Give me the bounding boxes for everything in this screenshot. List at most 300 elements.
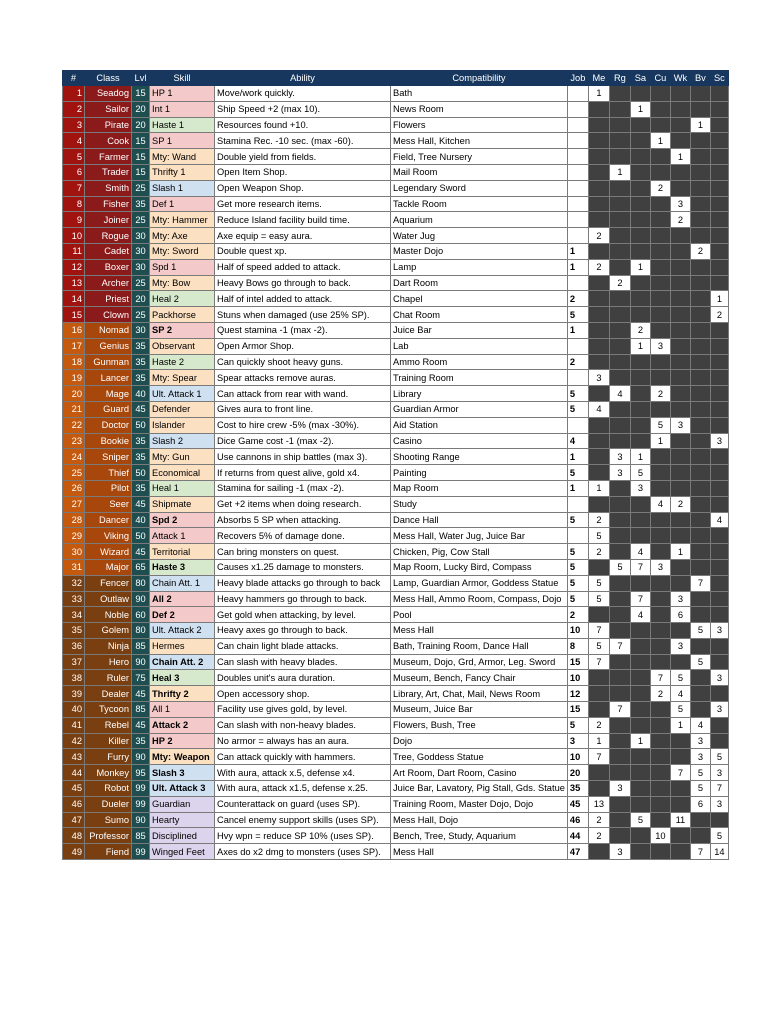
stat-cell (710, 449, 728, 465)
stat-cell (670, 749, 690, 765)
stat-cell: 5 (630, 812, 650, 828)
compatibility-text: Mess Hall, Dojo (391, 812, 568, 828)
row-number: 48 (63, 828, 85, 844)
class-level: 45 (132, 401, 150, 417)
stat-cell (630, 686, 650, 702)
stat-cell (630, 354, 650, 370)
stat-cell (588, 243, 609, 259)
class-level: 30 (132, 243, 150, 259)
class-level: 15 (132, 164, 150, 180)
stat-cell (609, 828, 630, 844)
stat-cell: 5 (690, 781, 710, 797)
stat-cell (630, 512, 650, 528)
ability-text: Heavy Bows go through to back. (215, 275, 391, 291)
column-header: Skill (150, 71, 215, 86)
stat-cell (630, 291, 650, 307)
skill-name: Winged Feet (150, 844, 215, 860)
stat-cell (588, 496, 609, 512)
stat-cell (670, 86, 690, 102)
class-name: Dealer (85, 686, 132, 702)
stat-cell (630, 528, 650, 544)
stat-cell (609, 654, 630, 670)
column-header: Rg (609, 71, 630, 86)
stat-cell (609, 149, 630, 165)
stat-cell (650, 86, 670, 102)
stat-cell (650, 812, 670, 828)
skill-name: Slash 2 (150, 433, 215, 449)
stat-cell (588, 417, 609, 433)
compatibility-text: Mail Room (391, 164, 568, 180)
class-level: 90 (132, 591, 150, 607)
stat-cell (588, 433, 609, 449)
ability-text: Get more research items. (215, 196, 391, 212)
stat-cell (650, 212, 670, 228)
class-level: 80 (132, 575, 150, 591)
job-value (567, 196, 588, 212)
stat-cell (588, 465, 609, 481)
stat-cell (588, 164, 609, 180)
skill-name: Attack 2 (150, 717, 215, 733)
job-value: 10 (567, 749, 588, 765)
stat-cell (670, 528, 690, 544)
class-level: 40 (132, 386, 150, 402)
ability-text: Stamina for sailing -1 (max -2). (215, 480, 391, 496)
class-name: Genius (85, 338, 132, 354)
stat-cell (690, 591, 710, 607)
stat-cell (710, 228, 728, 244)
stat-cell (690, 512, 710, 528)
ability-text: Open Item Shop. (215, 164, 391, 180)
ability-text: With aura, attack x.5, defense x4. (215, 765, 391, 781)
stat-cell: 5 (710, 749, 728, 765)
row-number: 45 (63, 781, 85, 797)
class-name: Thief (85, 465, 132, 481)
stat-cell (690, 559, 710, 575)
stat-cell (670, 275, 690, 291)
stat-cell (588, 781, 609, 797)
row-number: 20 (63, 386, 85, 402)
ability-text: Facility use gives gold, by level. (215, 702, 391, 718)
stat-cell (609, 259, 630, 275)
stat-cell (710, 465, 728, 481)
stat-cell (609, 717, 630, 733)
row-number: 30 (63, 544, 85, 560)
stat-cell (650, 243, 670, 259)
compatibility-text: Chapel (391, 291, 568, 307)
row-number: 3 (63, 117, 85, 133)
stat-cell (630, 180, 650, 196)
stat-cell (609, 354, 630, 370)
compatibility-text: Flowers (391, 117, 568, 133)
row-number: 42 (63, 733, 85, 749)
column-header: Wk (670, 71, 690, 86)
stat-cell: 3 (670, 196, 690, 212)
stat-cell (630, 496, 650, 512)
stat-cell (650, 512, 670, 528)
stat-cell: 3 (690, 749, 710, 765)
row-number: 21 (63, 401, 85, 417)
class-name: Professor (85, 828, 132, 844)
stat-cell (588, 702, 609, 718)
compatibility-text: Tree, Goddess Statue (391, 749, 568, 765)
stat-cell (609, 322, 630, 338)
stat-cell (710, 480, 728, 496)
row-number: 46 (63, 796, 85, 812)
class-level: 25 (132, 307, 150, 323)
stat-cell: 3 (588, 370, 609, 386)
stat-cell (609, 433, 630, 449)
skill-name: Territorial (150, 544, 215, 560)
stat-cell: 2 (650, 180, 670, 196)
stat-cell: 11 (670, 812, 690, 828)
row-number: 39 (63, 686, 85, 702)
stat-cell (630, 433, 650, 449)
stat-cell (690, 212, 710, 228)
stat-cell (650, 275, 670, 291)
stat-cell (650, 654, 670, 670)
column-header: Ability (215, 71, 391, 86)
class-name: Nomad (85, 322, 132, 338)
compatibility-text: Museum, Dojo, Grd, Armor, Leg. Sword (391, 654, 568, 670)
stat-cell (609, 607, 630, 623)
row-number: 31 (63, 559, 85, 575)
job-value: 2 (567, 607, 588, 623)
stat-cell (588, 117, 609, 133)
class-level: 20 (132, 117, 150, 133)
job-value (567, 180, 588, 196)
compatibility-text: Dance Hall (391, 512, 568, 528)
table-row (63, 670, 729, 686)
stat-cell (710, 733, 728, 749)
job-value (567, 149, 588, 165)
row-number: 24 (63, 449, 85, 465)
stat-cell (710, 86, 728, 102)
stat-cell (650, 765, 670, 781)
column-header: Cu (650, 71, 670, 86)
column-header: Class (85, 71, 132, 86)
stat-cell: 5 (670, 670, 690, 686)
stat-cell: 7 (609, 638, 630, 654)
stat-cell (630, 117, 650, 133)
row-number: 10 (63, 228, 85, 244)
table-row (63, 133, 729, 149)
stat-cell (588, 275, 609, 291)
stat-cell (670, 354, 690, 370)
row-number: 27 (63, 496, 85, 512)
class-name: Sniper (85, 449, 132, 465)
job-value: 47 (567, 844, 588, 860)
stat-cell (650, 291, 670, 307)
job-value: 44 (567, 828, 588, 844)
stat-cell: 1 (630, 101, 650, 117)
class-level: 50 (132, 417, 150, 433)
compatibility-text: Lamp (391, 259, 568, 275)
table-row (63, 417, 729, 433)
class-name: Clown (85, 307, 132, 323)
table-row (63, 354, 729, 370)
stat-cell: 2 (670, 212, 690, 228)
ability-text: Open Armor Shop. (215, 338, 391, 354)
table-row (63, 433, 729, 449)
stat-cell (650, 370, 670, 386)
row-number: 43 (63, 749, 85, 765)
class-name: Tycoon (85, 702, 132, 718)
stat-cell (609, 307, 630, 323)
stat-cell (630, 575, 650, 591)
row-number: 22 (63, 417, 85, 433)
ability-text: Causes x1.25 damage to monsters. (215, 559, 391, 575)
class-level: 35 (132, 370, 150, 386)
column-header: Bv (690, 71, 710, 86)
stat-cell (609, 117, 630, 133)
stat-cell (690, 101, 710, 117)
stat-cell: 1 (630, 449, 650, 465)
stat-cell (690, 259, 710, 275)
class-name: Doctor (85, 417, 132, 433)
stat-cell (609, 812, 630, 828)
class-level: 20 (132, 291, 150, 307)
table-row (63, 212, 729, 228)
stat-cell (630, 243, 650, 259)
row-number: 13 (63, 275, 85, 291)
stat-cell (650, 480, 670, 496)
compatibility-text: Guardian Armor (391, 401, 568, 417)
row-number: 29 (63, 528, 85, 544)
table-row (63, 781, 729, 797)
stat-cell (710, 259, 728, 275)
stat-cell: 3 (670, 591, 690, 607)
stat-cell (630, 654, 650, 670)
stat-cell (609, 480, 630, 496)
class-level: 25 (132, 212, 150, 228)
row-number: 36 (63, 638, 85, 654)
ability-text: Cancel enemy support skills (uses SP). (215, 812, 391, 828)
class-name: Cook (85, 133, 132, 149)
class-name: Rebel (85, 717, 132, 733)
row-number: 7 (63, 180, 85, 196)
stat-cell: 2 (690, 243, 710, 259)
stat-cell: 6 (690, 796, 710, 812)
row-number: 19 (63, 370, 85, 386)
row-number: 33 (63, 591, 85, 607)
job-value: 46 (567, 812, 588, 828)
stat-cell (609, 212, 630, 228)
stat-cell (630, 828, 650, 844)
compatibility-text: Juice Bar (391, 322, 568, 338)
row-number: 11 (63, 243, 85, 259)
ability-text: Move/work quickly. (215, 86, 391, 102)
stat-cell: 3 (650, 338, 670, 354)
class-level: 90 (132, 654, 150, 670)
skill-name: Def 2 (150, 607, 215, 623)
job-value: 1 (567, 480, 588, 496)
class-name: Boxer (85, 259, 132, 275)
stat-cell (670, 512, 690, 528)
stat-cell (670, 164, 690, 180)
stat-cell: 4 (670, 686, 690, 702)
row-number: 6 (63, 164, 85, 180)
job-value: 5 (567, 401, 588, 417)
stat-cell (710, 528, 728, 544)
stat-cell: 3 (710, 796, 728, 812)
stat-cell (588, 386, 609, 402)
stat-cell (650, 322, 670, 338)
skill-name: Haste 1 (150, 117, 215, 133)
class-name: Fencer (85, 575, 132, 591)
ability-text: Double quest xp. (215, 243, 391, 259)
compatibility-text: Painting (391, 465, 568, 481)
class-level: 45 (132, 544, 150, 560)
stat-cell (690, 812, 710, 828)
stat-cell: 1 (690, 117, 710, 133)
class-name: Sailor (85, 101, 132, 117)
skill-name: Observant (150, 338, 215, 354)
ability-text: Quest stamina -1 (max -2). (215, 322, 391, 338)
stat-cell (710, 354, 728, 370)
stat-cell (609, 686, 630, 702)
stat-cell (588, 307, 609, 323)
compatibility-text: Art Room, Dart Room, Casino (391, 765, 568, 781)
table-row (63, 401, 729, 417)
compatibility-text: Chat Room (391, 307, 568, 323)
row-number: 18 (63, 354, 85, 370)
skill-name: SP 1 (150, 133, 215, 149)
stat-cell: 3 (609, 449, 630, 465)
stat-cell (630, 717, 650, 733)
stat-cell (710, 544, 728, 560)
stat-cell (710, 180, 728, 196)
class-level: 25 (132, 275, 150, 291)
class-name: Joiner (85, 212, 132, 228)
job-value: 15 (567, 702, 588, 718)
row-number: 25 (63, 465, 85, 481)
stat-cell (609, 623, 630, 639)
ability-text: Heavy hammers go through to back. (215, 591, 391, 607)
row-number: 38 (63, 670, 85, 686)
stat-cell (710, 133, 728, 149)
stat-cell (690, 638, 710, 654)
stat-cell (690, 322, 710, 338)
stat-cell: 4 (630, 607, 650, 623)
stat-cell (609, 417, 630, 433)
stat-cell: 7 (710, 781, 728, 797)
row-number: 5 (63, 149, 85, 165)
skill-name: Ult. Attack 3 (150, 781, 215, 797)
stat-cell: 2 (588, 228, 609, 244)
stat-cell: 4 (710, 512, 728, 528)
stat-cell: 1 (609, 164, 630, 180)
ability-text: Reduce Island facility build time. (215, 212, 391, 228)
stat-cell (650, 796, 670, 812)
stat-cell (588, 354, 609, 370)
class-name: Seadog (85, 86, 132, 102)
compatibility-text: Museum, Juice Bar (391, 702, 568, 718)
stat-cell (690, 307, 710, 323)
table-row (63, 702, 729, 718)
class-name: Smith (85, 180, 132, 196)
stat-cell (609, 228, 630, 244)
stat-cell: 1 (670, 544, 690, 560)
stat-cell: 5 (588, 638, 609, 654)
job-value: 4 (567, 433, 588, 449)
ability-text: Open Weapon Shop. (215, 180, 391, 196)
class-name: Priest (85, 291, 132, 307)
compatibility-text: Training Room (391, 370, 568, 386)
row-number: 32 (63, 575, 85, 591)
stat-cell (670, 133, 690, 149)
stat-cell: 1 (588, 480, 609, 496)
table-row (63, 164, 729, 180)
column-header: Sa (630, 71, 650, 86)
stat-cell (630, 638, 650, 654)
job-value (567, 117, 588, 133)
ability-text: Cost to hire crew -5% (max -30%). (215, 417, 391, 433)
class-level: 35 (132, 196, 150, 212)
stat-cell (690, 180, 710, 196)
job-value: 10 (567, 623, 588, 639)
compatibility-text: Mess Hall (391, 844, 568, 860)
skill-name: Slash 1 (150, 180, 215, 196)
stat-cell (650, 354, 670, 370)
skill-name: Mty: Spear (150, 370, 215, 386)
row-number: 9 (63, 212, 85, 228)
stat-cell (650, 733, 670, 749)
job-value (567, 338, 588, 354)
compatibility-text: Map Room, Lucky Bird, Compass (391, 559, 568, 575)
stat-cell (670, 623, 690, 639)
compatibility-text: Library, Art, Chat, Mail, News Room (391, 686, 568, 702)
row-number: 23 (63, 433, 85, 449)
stat-cell (650, 117, 670, 133)
skill-name: Thrifty 2 (150, 686, 215, 702)
compatibility-text: Mess Hall (391, 623, 568, 639)
class-name: Seer (85, 496, 132, 512)
class-level: 95 (132, 765, 150, 781)
class-level: 45 (132, 686, 150, 702)
stat-cell (630, 623, 650, 639)
stat-cell: 13 (588, 796, 609, 812)
stat-cell: 1 (630, 259, 650, 275)
stat-cell (588, 196, 609, 212)
compatibility-text: Dart Room (391, 275, 568, 291)
stat-cell: 7 (588, 623, 609, 639)
stat-cell: 7 (588, 749, 609, 765)
stat-cell (609, 196, 630, 212)
stat-cell: 3 (609, 781, 630, 797)
stat-cell (670, 117, 690, 133)
compatibility-text: Casino (391, 433, 568, 449)
stat-cell (690, 164, 710, 180)
stat-cell: 3 (710, 623, 728, 639)
class-level: 25 (132, 180, 150, 196)
stat-cell (630, 164, 650, 180)
compatibility-text: Aquarium (391, 212, 568, 228)
stat-cell (710, 417, 728, 433)
stat-cell (650, 844, 670, 860)
compatibility-text: Lamp, Guardian Armor, Goddess Statue (391, 575, 568, 591)
stat-cell (710, 496, 728, 512)
class-name: Fisher (85, 196, 132, 212)
class-level: 35 (132, 449, 150, 465)
table-row (63, 480, 729, 496)
stat-cell (710, 591, 728, 607)
stat-cell (690, 544, 710, 560)
class-level: 30 (132, 259, 150, 275)
class-name: Dueler (85, 796, 132, 812)
skill-name: Attack 1 (150, 528, 215, 544)
stat-cell (630, 844, 650, 860)
stat-cell (609, 765, 630, 781)
